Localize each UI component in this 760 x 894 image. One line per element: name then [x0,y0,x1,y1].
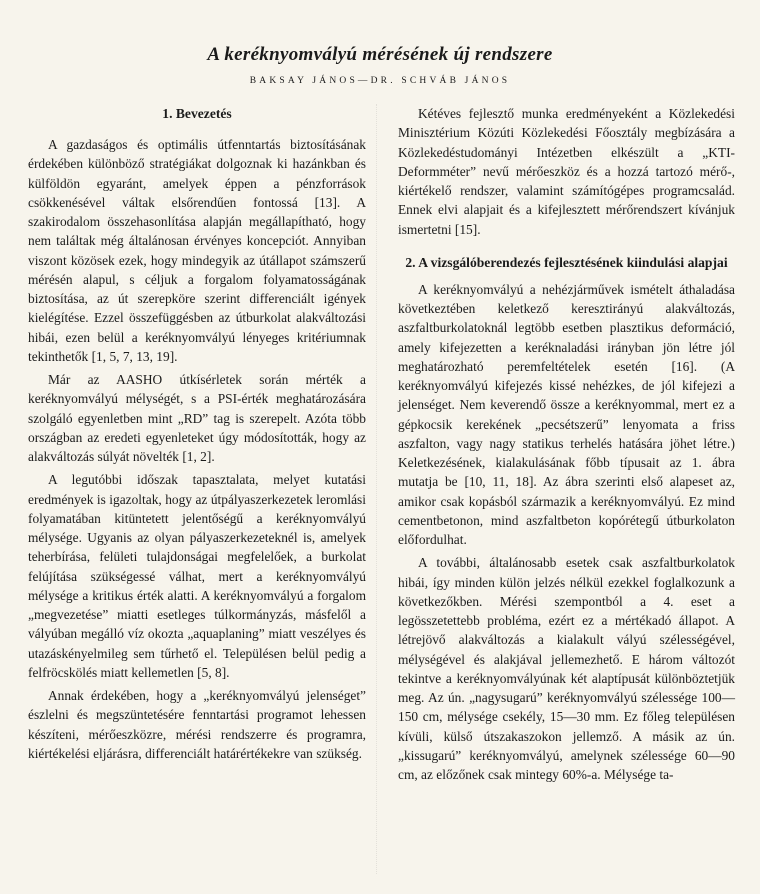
intro-paragraph: Kétéves fejlesztő munka eredményeként a Közlekedési Minisztérium Közúti Közlekedési Főosztály megbízására a Közlekedéstudományi Intézetben elkészült a „KTI-Deformméter” nevű mérőeszköz és a hozzá tartozó mérő-, kiértékelő rendszer, valamint számítógépes programcsalád. Ennek elvi alapjait és a kifejlesztett mérőrendszert kívánjuk ismertetni [15]. [398,106,735,237]
section-heading-1: 1. Bevezetés [162,106,232,121]
paragraph: A keréknyomvályú a nehézjárművek ismételt áthaladása következtében keletkező keresztirányú alakváltozás, aszfaltburkolatoknál legtöbb esetben plasztikus deformáció, amely kifejezetten a keréknaladási irányban jön létre jól meghatározható peremfeltételek esetén [16]. (A keréknyomvályú kifejezés kissé nehézkes, de jól kifejezi a jelenséget. Nem keverendő össze a keréknyommal, mert ez a gépkocsik kerekének „pecsétszerű” lenyomata a friss aszfalton, vagy nagy statikus terhelés hatására jöhet létre.) Keletkezésének, kialakulásának főbb típusait az 1. ábra mutatja be [10, 11, 18]. Az ábra szerinti első alapeset az, amikor csak kopásból származik a keréknyomvályú. Ez mind cementbetonon, mind aszfaltbeton kopórétegű útburkolaton előfordulhat. [398,281,735,547]
left-column [28,104,366,763]
section-heading-2: 2. A vizsgálóberendezés fejlesztésének kiindulási alapjai [405,254,728,270]
paragraph: A legutóbbi időszak tapasztalata, melyet kutatási eredmények is igazoltak, hogy az útpályaszerkezetek leromlási folyamatában kitüntetett jelentőségű a keréknyomvályú mélysége. Ugyanis az olyan pályaszerkezeteknél is, amelyek teherbírása, felületi tulajdonságai megfelelőek, a burkolat felújítása szükségessé válhat, mert a keréknyomvályú mélysége a kritikus érték alatti. A keréknyomvályú a forgalom „megvezetése” miatti esetleges túlkormányzás, másfelől a vályúban megálló víz okozta „aquaplaning” miatt veszélyes és utazáskényelmileg sem tűrhető el. Településen belül pedig a felfröcskölés miatt kellemetlen [5, 8]. [28,472,366,680]
column-divider [376,104,377,874]
paragraph: A gazdaságos és optimális útfenntartás biztosításának érdekében különböző stratégiákat dolgoznak ki hazánkban és külföldön egyaránt, amelyek éppen a pénzforrások csökkenésével váltak elsőrendűen fontossá [13]. A szakirodalom összehasonlítása alapján megállapítható, hogy nem találtak még általánosan érvényes koncepciót. Annyiban viszont közösek ezek, hogy mindegyik az útállapot számszerű mérésén alapul, s céljuk a forgalom folyamatosságának biztosítása, az út szerepköre szerint differenciált igények kielégítése. Ezzel összefüggésben az útburkolat alakváltozási hibái, ezen belül a keréknyomvályú lényeges kritériumnak tekinthetők [1, 5, 7, 13, 19]. [28,137,366,364]
right-column [398,104,735,784]
article-authors: BAKSAY JÁNOS—DR. SCHVÁB JÁNOS [249,76,511,86]
paragraph: A további, általánosabb esetek csak aszfaltburkolatok hibái, így minden külön jelzés nélkül ezekkel foglalkozunk a következőkben. Mérési szempontból a 4. eset a legösszetettebb probléma, ezért ez a mértékadó állapot. A létrejövő alakváltozás a kialakult vályú szélességével, mélységével és alakjával jellemezhető. E három változót tekintve a keréknyomvályúnak két alaptípusát különböztetjük meg. Az ún. „nagysugarú” keréknyomvályú szélessége 100—150 cm, mélysége csekély, 15—30 mm. Ez főleg településen kívüli, külső útszakaszokon jellemző. A másik az ún. „kissugarú” keréknyomvályú, amelynek szélessége 60—90 cm, az előzőnek csak mintegy 60%-a. Mélysége ta- [398,555,735,782]
paragraph: Már az AASHO útkísérletek során mérték a keréknyomvályú mélységét, s a PSI-érték meghatározására szolgáló egyenletben mint „RD” tag is szerepelt. Azóta több országban az eredeti egyenleteket úgy módosították, hogy az alakváltozás súlyát növelték [1, 2]. [28,372,366,464]
article-title: A keréknyomvályú mérésének új rendszere [207,44,553,65]
paragraph: Annak érdekében, hogy a „keréknyomvályú jelenséget” észlelni és megszüntetésére fenntartási programot lehessen készíteni, mérőeszközre, mérési rendszerre és programra, kiértékelési eljárásra, differenciált határértékekre van szükség. [28,688,366,761]
